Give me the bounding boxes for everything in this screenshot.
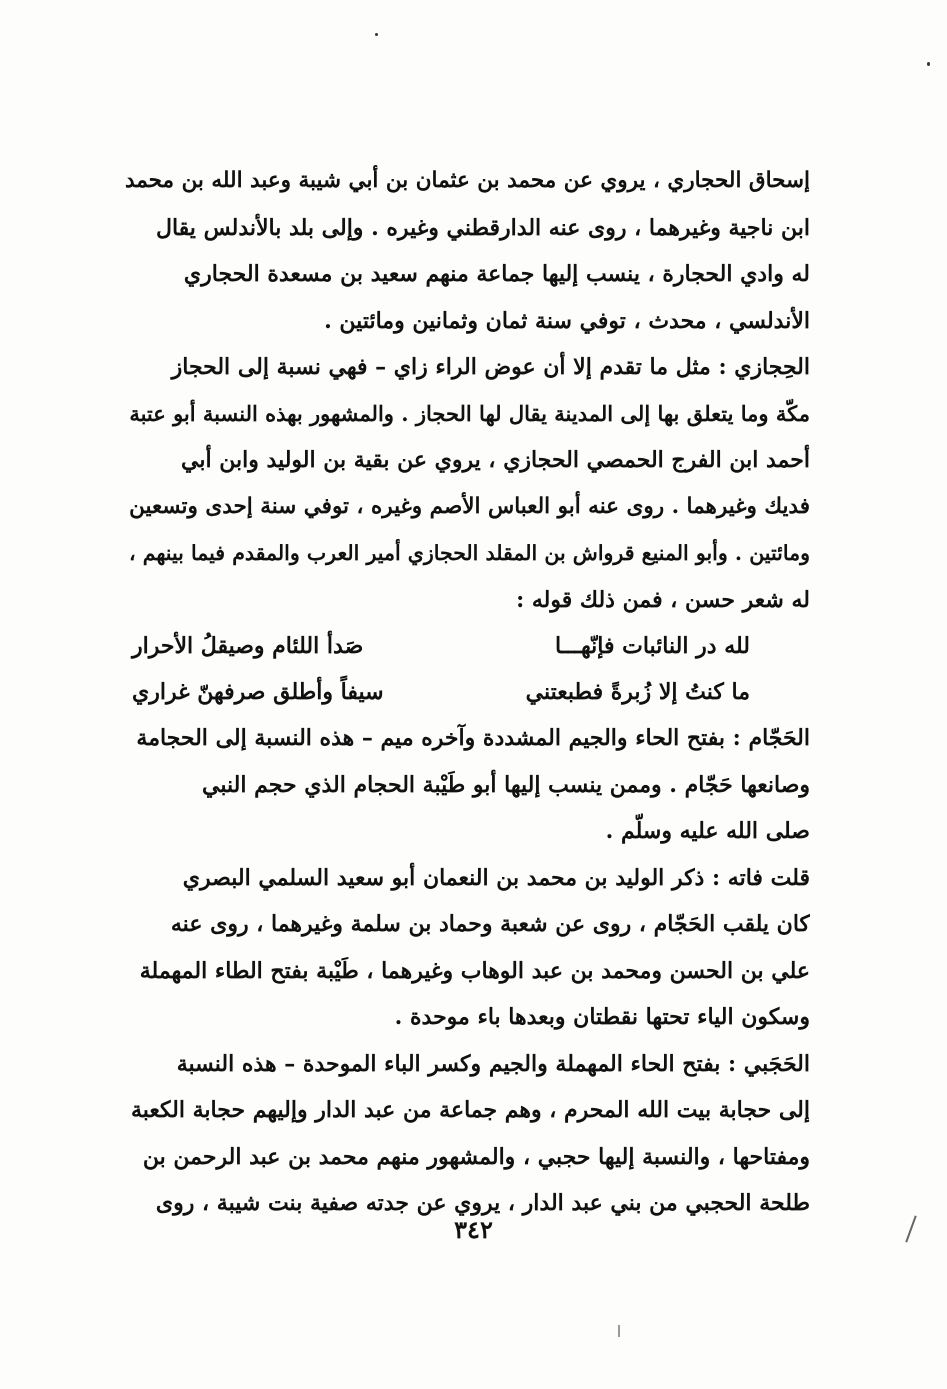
ink-speck [375,33,378,36]
ink-speck [618,1325,620,1337]
poem-verse [122,669,810,715]
text-line: صلى الله عليه وسلّم . [605,818,810,844]
text-line: إلى حجابة بيت الله المحرم ، وهم جماعة من عبد الدار وإليهم حجابة الكعبة [130,1097,810,1123]
text-line: ابن ناجية وغيرهما ، روى عنه الدارقطني وغيره . وإلى بلد بالأندلس يقال [155,214,810,241]
poem-second-hemistich: سيفاً وأطلق صرفهنّ غراري [132,679,384,705]
text-line: الأندلسي ، محدث ، توفي سنة ثمان وثمانين ومائتين . [324,307,810,334]
entry-text: : بفتح الحاء المهملة والجيم وكسر الباء الموحدة – هذه النسبة [176,1050,744,1077]
paragraph [122,715,810,855]
text-line [122,1041,810,1088]
text-line: قلت فاته : ذكر الوليد بن محمد بن النعمان أبو سعيد السلمي البصري [182,864,810,891]
entry-heading: الحَجّام [748,725,810,751]
text-line: وسكون الياء تحتها نقطتان وبعدها باء موحدة . [394,1004,810,1030]
text-line: أحمد ابن الفرج الحمصي الحجازي ، يروي عن بقية بن الوليد وابن أبي [181,447,810,473]
text-line: إسحاق الحجاري ، يروي عن محمد بن عثمان بن أبي شيبة وعبد الله بن محمد [124,168,810,193]
text-line [122,344,810,391]
text-line: مكّة وما يتعلق بها إلى المدينة يقال لها الحجاز . والمشهور بهذه النسبة أبو عتبة [129,400,810,426]
poem-first-hemistich: لله در النائبات فإنّهـــا [554,633,750,659]
text-line: ومائتين . وأبو المنيع قرواش بن المقلد الحجازي أمير العرب والمقدم فيما بينهم ، [128,541,810,565]
poem-first-hemistich: ما كنتُ إلا زُبرةً فطبعتني [525,679,750,705]
text-line: له شعر حسن ، فمن ذلك قوله : [516,586,810,613]
text-line: له وادي الحجارة ، ينسب إليها جماعة منهم سعيد بن مسعدة الحجاري [183,261,810,287]
text-line: فديك وغيرهما . روى عنه أبو العباس الأصم وغيره ، توفي سنة إحدى وتسعين [129,493,810,519]
poem-second-hemistich: صَدأ اللئام وصيقلُ الأحرار [132,633,364,659]
paragraph [122,855,810,1041]
ink-speck [927,62,930,66]
poem-verse [122,623,810,669]
text-line: كان يلقب الحَجّام ، روى عن شعبة وحماد بن سلمة وغيرهما ، روى عنه [170,911,810,937]
entry-text: : مثل ما تقدم إلا أن عوض الراء زاي – فهي نسبة إلى الحجاز [171,354,735,380]
text-line: طلحة الحجبي من بني عبد الدار ، يروي عن جدته صفية بنت شيبة ، روى [155,1190,810,1216]
page-number: ٣٤٢ [454,1215,493,1244]
paragraph [122,1041,810,1227]
text-line: علي بن الحسن ومحمد بن عبد الوهاب وغيرهما ، طَيْبة بفتح الطاء المهملة [139,957,810,984]
page-body-text [122,158,810,1227]
entry-heading: الحَجَبي [743,1050,810,1077]
entry-text: : بفتح الحاء والجيم المشددة وآخره ميم – هذه النسبة إلى الحجامة [136,725,749,751]
paragraph [122,158,810,344]
paragraph [122,344,810,623]
entry-heading: الحِجازي [734,354,810,380]
text-line [122,715,810,762]
text-line: ومفتاحها ، والنسبة إليها حجبي ، والمشهور منهم محمد بن عبد الرحمن بن [142,1143,810,1170]
text-line: وصانعها حَجّام . وممن ينسب إليها أبو طَيْبة الحجام الذي حجم النبي [202,771,810,798]
